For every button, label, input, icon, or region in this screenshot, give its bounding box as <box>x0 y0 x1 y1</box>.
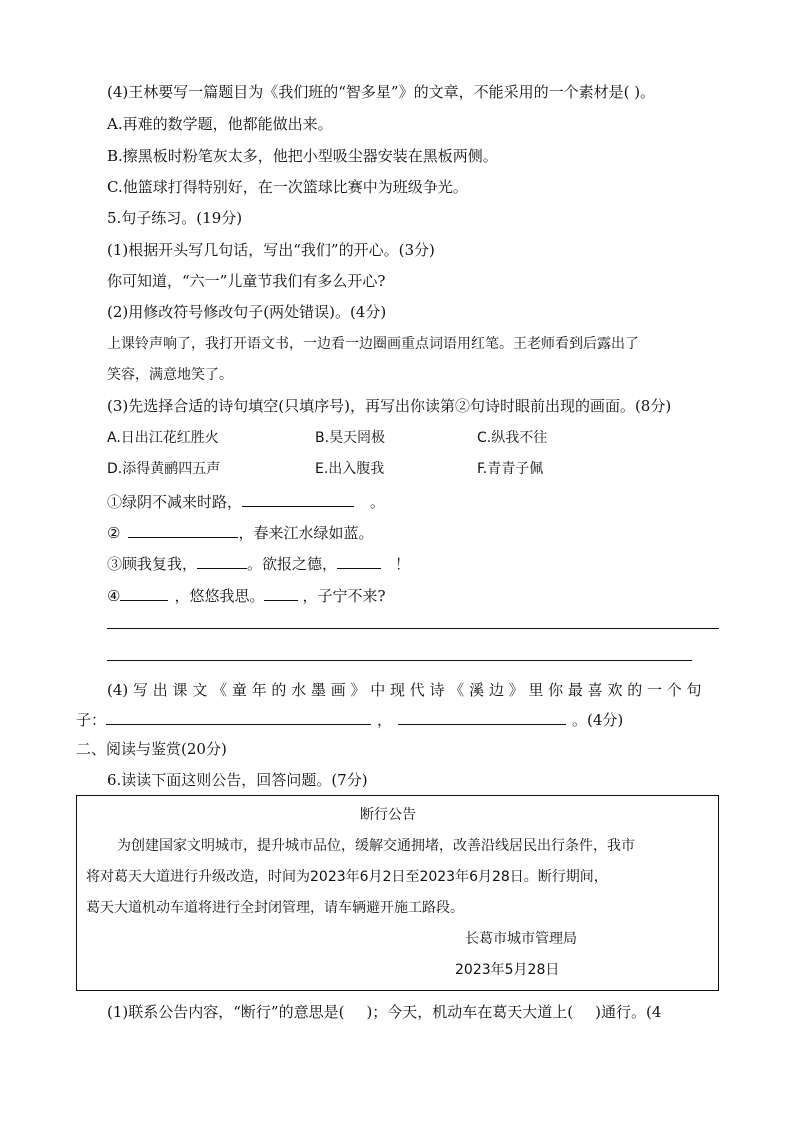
q5-2-sentence-line2: 笑容，满意地笑了。 <box>107 367 233 383</box>
q6-title: 6.读读下面这则公告，回答问题。(7分) <box>107 771 368 789</box>
poem-option-c: C.纵我不往 <box>477 430 548 446</box>
answer-line[interactable] <box>107 660 692 661</box>
fill-1-text-b: 。 <box>370 493 386 511</box>
q6-1-stem <box>107 1002 661 1022</box>
answer-blank[interactable] <box>106 708 371 725</box>
notice-heading: 断行公告 <box>360 807 416 823</box>
notice-line-2: 将对葛天大道进行升级改造，时间为2023年6月2日至2023年6月28日。断行期间， <box>86 869 608 885</box>
q5-1-start: 你可知道，“六一”儿童节我们有多么开心? <box>107 272 386 290</box>
poem-option-b: B.昊天罔极 <box>315 430 386 446</box>
fill-3-text-b: 。欲报之德， <box>247 555 338 573</box>
q4-4-stem: (4)王林要写一篇题目为《我们班的“智多星”》的文章，不能采用的一个素材是( )。 <box>107 83 656 101</box>
notice-issuer: 长葛市城市管理局 <box>465 931 577 947</box>
fill-1-text-a: ①绿阴不减来时路， <box>107 493 243 511</box>
q6-1-text-a: (1)联系公告内容，“断行”的意思是( <box>107 1003 345 1021</box>
q5-title: 5.句子练习。(19分) <box>107 209 243 227</box>
q6-1-text-b: )；今天，机动车在葛天大道上( <box>366 1003 574 1021</box>
fill-line-1 <box>107 490 385 512</box>
fill-line-4 <box>107 584 386 606</box>
fill-2-text-b: ，春来江水绿如蓝。 <box>238 524 374 542</box>
q5-1-stem: (1)根据开头写几句话，写出“我们”的开心。(3分) <box>107 241 435 259</box>
q5-2-stem: (2)用修改符号修改句子(两处错误)。(4分) <box>107 303 387 321</box>
fill-2-text-a: ② <box>107 524 121 542</box>
option-a: A.再难的数学题，他都能做出来。 <box>107 115 333 133</box>
answer-blank[interactable] <box>120 584 168 601</box>
fill-3-text-c: ！ <box>395 555 411 573</box>
fill-line-3 <box>107 552 410 574</box>
poem-option-f: F.青青子佩 <box>477 461 544 477</box>
poem-option-e: E.出入腹我 <box>315 461 385 477</box>
q5-4-text-c: 。(4分) <box>572 711 624 729</box>
poem-option-d: D.添得黄鹂四五声 <box>107 461 221 477</box>
answer-blank[interactable] <box>398 708 566 725</box>
notice-line-3: 葛天大道机动车道将进行全封闭管理，请车辆避开施工路段。 <box>86 900 464 916</box>
answer-blank[interactable] <box>337 552 381 569</box>
poem-option-a: A.日出江花红胜火 <box>107 430 219 446</box>
section-2-title: 二、阅读与鉴赏(20分) <box>76 740 227 758</box>
fill-4-text-b: ，悠悠我思。 <box>174 587 265 605</box>
q5-4-stem: (4) 写 出 课 文 《 童 年 的 水 墨 画 》 中 现 代 诗 《 溪 边 》 里 你 最 喜 欢 的 一 个 句 <box>107 681 702 699</box>
q5-4-text-b: ， <box>377 711 393 729</box>
q5-4-text-a: 子： <box>76 711 107 729</box>
fill-4-text-a: ④ <box>107 587 121 605</box>
answer-blank[interactable] <box>242 490 354 507</box>
answer-line[interactable] <box>107 628 719 629</box>
fill-4-text-c: ，子宁不来? <box>302 587 386 605</box>
notice-line-1: 为创建国家文明城市，提升城市品位，缓解交通拥堵，改善沿线居民出行条件，我市 <box>117 838 635 854</box>
q5-2-sentence-line1: 上课铃声响了，我打开语文书，一边看一边圈画重点词语用红笔。王老师看到后露出了 <box>107 336 639 352</box>
q5-4-answer-line <box>76 708 623 730</box>
notice-date: 2023年5月28日 <box>455 962 560 978</box>
q5-3-stem: (3)先选择合适的诗句填空(只填序号)，再写出你读第②句诗时眼前出现的画面。(8分) <box>107 397 672 415</box>
answer-blank[interactable] <box>128 521 238 538</box>
option-b: B.擦黑板时粉笔灰太多，他把小型吸尘器安装在黑板两侧。 <box>107 147 498 165</box>
answer-blank[interactable] <box>197 552 247 569</box>
fill-line-2 <box>107 521 373 543</box>
fill-3-text-a: ③顾我复我， <box>107 555 198 573</box>
q6-1-text-c: )通行。(4 <box>595 1003 662 1021</box>
option-c: C.他篮球打得特别好，在一次篮球比赛中为班级争光。 <box>107 178 468 196</box>
answer-blank[interactable] <box>264 584 298 601</box>
